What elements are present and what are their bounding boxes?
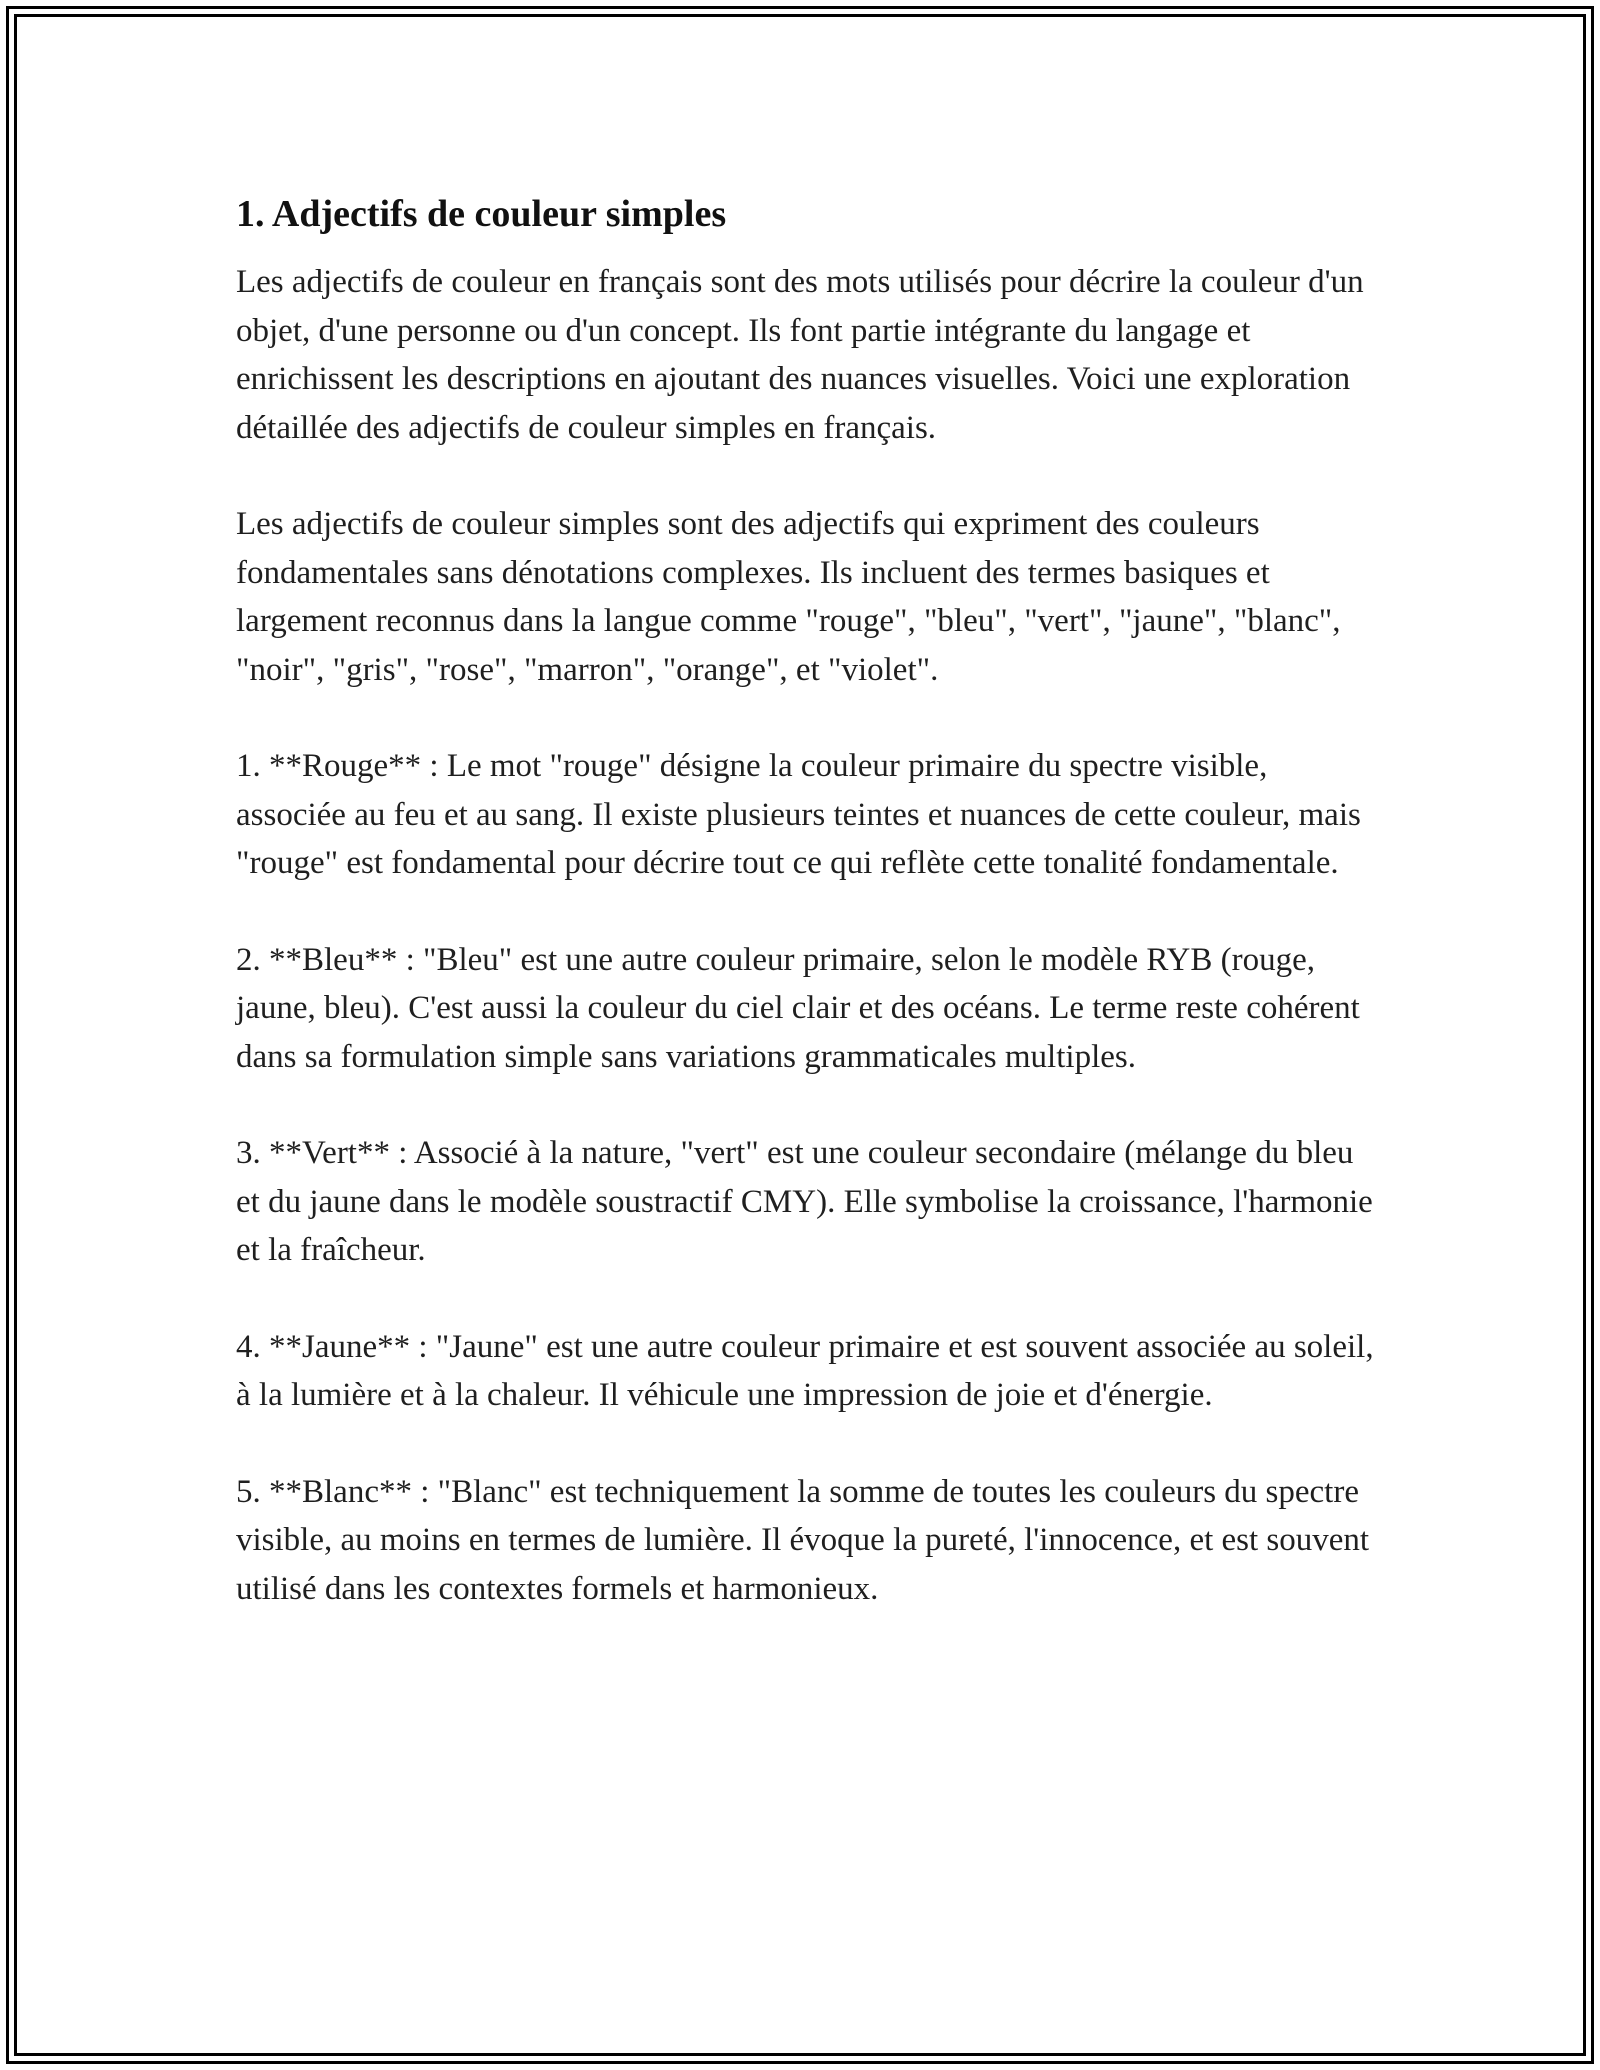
document-body <box>236 186 1376 1661</box>
list-item-rouge: 1. **Rouge** : Le mot "rouge" désigne la couleur primaire du spectre visible, associée au feu et au sang. Il existe plusieurs teintes et nuances de cette couleur, mais "rouge" est fondamental pour décrire tout ce qui reflète cette tonalité fondamentale. <box>236 748 1361 881</box>
list-item-vert: 3. **Vert** : Associé à la nature, "vert" est une couleur secondaire (mélange du bleu et du jaune dans le modèle soustractif CMY). Elle symbolise la croissance, l'harmonie et la fraîcheur. <box>236 1135 1373 1268</box>
section-heading: 1. Adjectifs de couleur simples <box>236 193 727 235</box>
list-item-blanc: 5. **Blanc** : "Blanc" est techniquement la somme de toutes les couleurs du spectre visible, au moins en termes de lumière. Il évoque la pureté, l'innocence, et est souvent utilisé dans les contextes formels et harmonieux. <box>236 1473 1370 1607</box>
paragraph-intro: Les adjectifs de couleur en français sont des mots utilisés pour décrire la couleur d'un objet, d'une personne ou d'un concept. Ils font partie intégrante du langage et enrichissent les descriptions en ajoutant des nuances visuelles. Voici une exploration détaillée des adjectifs de couleur simples en français. <box>236 264 1364 446</box>
paragraph-definition: Les adjectifs de couleur simples sont des adjectifs qui expriment des couleurs fondamentales sans dénotations complexes. Ils incluent des termes basiques et largement reconnus dans la langue comme "rouge", "bleu", "vert", "jaune", "blanc", "noir", "gris", "rose", "marron", "orange", et "violet". <box>236 506 1341 688</box>
list-item-jaune: 4. **Jaune** : "Jaune" est une autre couleur primaire et est souvent associée au soleil, à la lumière et à la chaleur. Il véhicule une impression de joie et d'énergie. <box>236 1328 1374 1413</box>
list-item-bleu: 2. **Bleu** : "Bleu" est une autre couleur primaire, selon le modèle RYB (rouge, jaune, bleu). C'est aussi la couleur du ciel clair et des océans. Le terme reste cohérent dans sa formulation simple sans variations grammaticales multiples. <box>236 941 1360 1075</box>
